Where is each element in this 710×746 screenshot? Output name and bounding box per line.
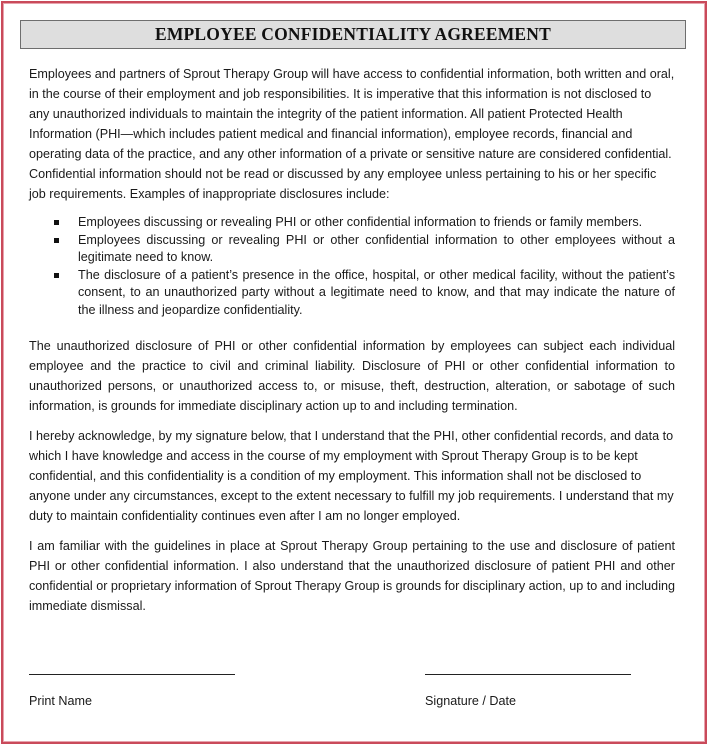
list-item: The disclosure of a patient’s presence in the office, hospital, or other medical facility, without the patient’s consent, to an unauthorized party without a legitimate need to know, and that may indicate the nature of the illness and jeopardize confidentiality.	[78, 267, 675, 320]
document-body	[29, 64, 675, 626]
signature-date-label: Signature / Date	[425, 694, 517, 708]
intro-paragraph: Employees and partners of Sprout Therapy Group will have access to confidential information, both written and oral, in the course of their employment and job responsibilities. It is imperative that this information is not disclosed to any unauthorized individuals to maintain the integrity of the patient information. All patient Protected Health Information (PHI—which includes patient medical and financial information), employee records, financial and operating data of the practice, and any other information of a private or sensitive nature are considered confidential. Confidential information should not be read or discussed by any employee unless pertaining to his or her specific job requirements. Examples of inappropriate disclosures include:	[29, 67, 675, 201]
title-box	[20, 20, 686, 49]
list-item: Employees discussing or revealing PHI or other confidential information to friends or family members.	[78, 214, 675, 232]
print-name-label: Print Name	[29, 694, 92, 708]
document-title: EMPLOYEE CONFIDENTIALITY AGREEMENT	[154, 24, 552, 44]
acknowledge-paragraph: I hereby acknowledge, by my signature below, that I understand that the PHI, other confidential records, and data to which I have knowledge and access in the course of my employment with Sprout Therapy Group is to be kept confidential, and this confidentiality is a condition of my employment. This information shall not be disclosed to anyone under any circumstances, except to the extent necessary to fulfill my job requirements. I understand that my duty to maintain confidentiality continues even after I am no longer employed.	[29, 429, 674, 523]
liability-paragraph: The unauthorized disclosure of PHI or other confidential information by employees can subject each individual employee and the practice to civil and criminal liability. Disclosure of PHI or other confidential information to unauthorized persons, or unauthorized access to, or misuse, theft, destruction, alteration, or sabotage of such information, is grounds for immediate disciplinary action up to and including termination.	[29, 339, 675, 413]
guidelines-paragraph: I am familiar with the guidelines in place at Sprout Therapy Group pertaining to the use and disclosure of patient PHI or other confidential information. I also understand that the unauthorized disclosure of patient PHI and other confidential or proprietary information of Sprout Therapy Group is grounds for disciplinary action, up to and including immediate dismissal.	[29, 539, 675, 613]
list-item: Employees discussing or revealing PHI or other confidential information to other employees without a legitimate need to know.	[78, 232, 675, 267]
signature-date-line[interactable]	[425, 674, 631, 675]
disclosure-examples-list	[29, 214, 675, 319]
print-name-line[interactable]	[29, 674, 235, 675]
